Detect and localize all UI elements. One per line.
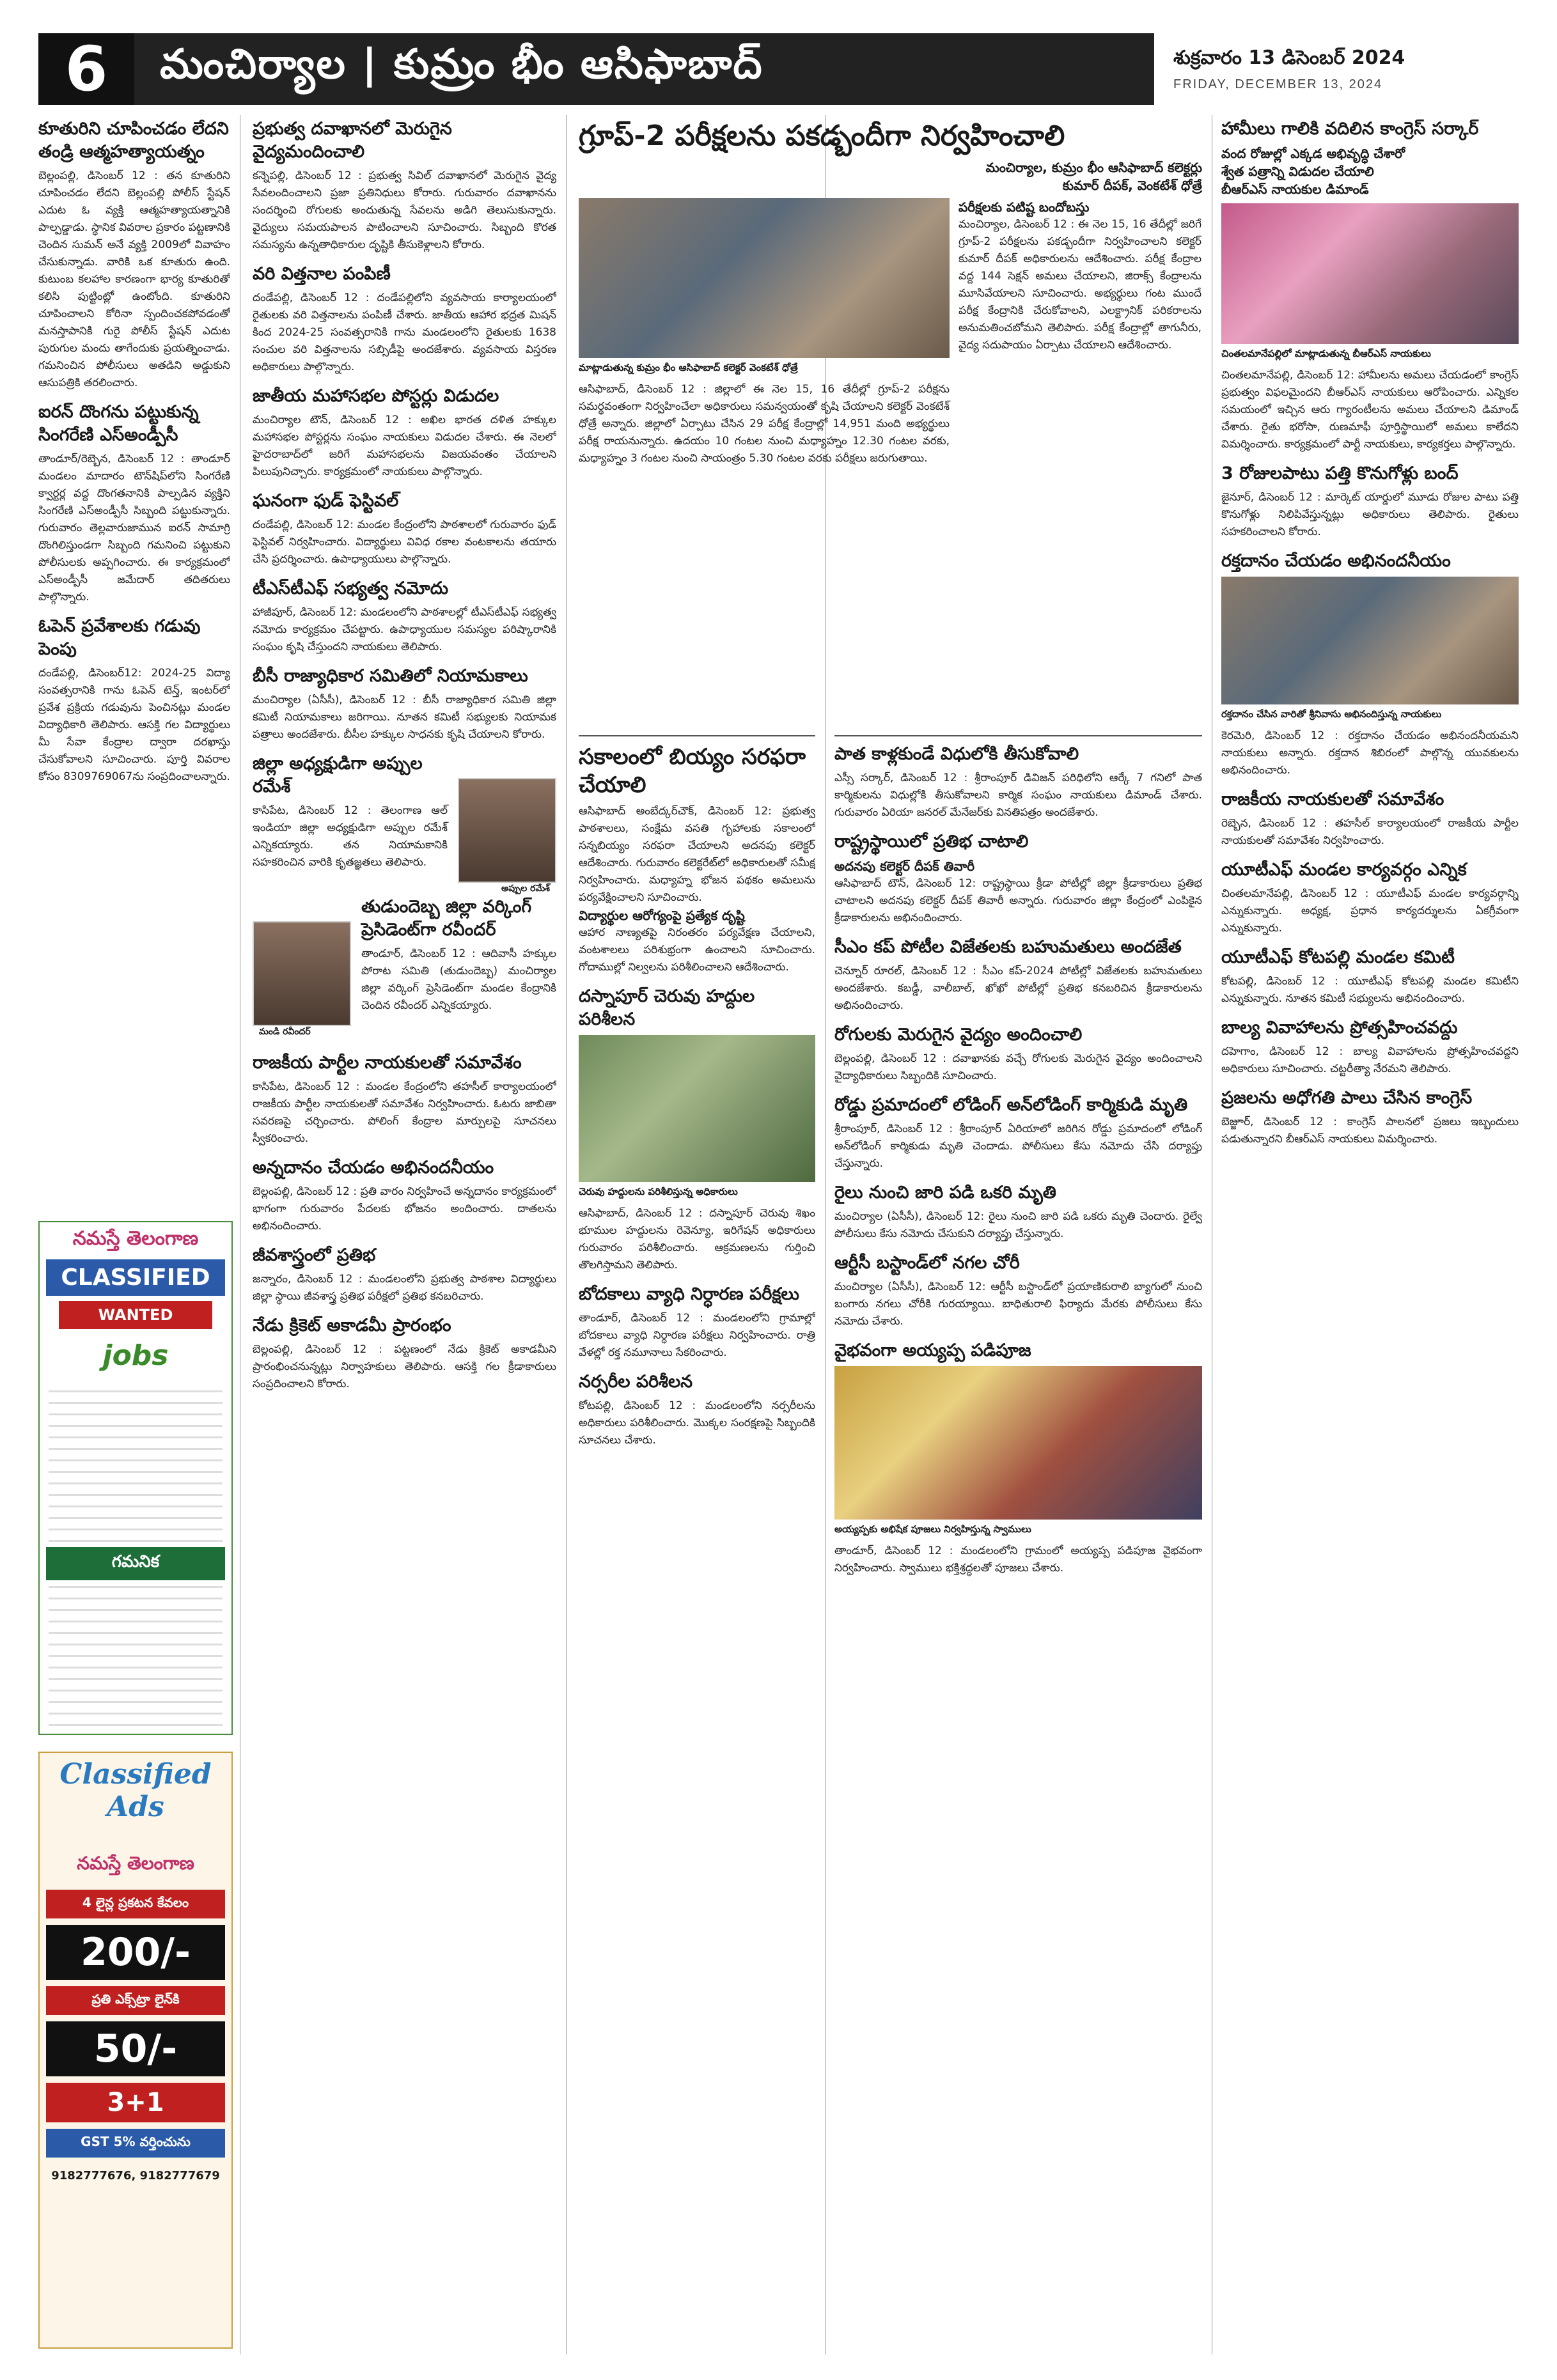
headline: పాత కాళ్లకుండే విధులోకి తీసుకోవాలి xyxy=(834,744,1079,764)
article-body: జైనూర్, డిసెంబర్ 12 : మార్కెట్ యార్డులో మూడు రోజుల పాటు పత్తి కొనుగోళ్లు నిలిపివేస్తున్నట్లు అధికారులు తెలిపారు. రైతులు సహకరించాలని కోరారు. xyxy=(1221,491,1519,538)
article-body: తాండూర్, డిసెంబర్ 12 : మండలంలోని గ్రామాల్లో బోదకాలు వ్యాధి నిర్ధారణ పరీక్షలు నిర్వహించారు. రాత్రి వేళల్లో రక్త నమూనాలు సేకరించారు. xyxy=(579,1312,815,1359)
ad-jobs: jobs xyxy=(102,1339,169,1372)
article xyxy=(1221,859,1519,937)
ad2-title: Classified Ads xyxy=(59,1758,212,1823)
photo-caption: అయ్యప్పకు అభిషేక పూజలు నిర్వహిస్తున్న స్వాములు xyxy=(834,1523,1031,1535)
article-body: కెరమెరి, డిసెంబర్ 12 : రక్తదానం చేయడం అభినందనీయమని నాయకులు అన్నారు. రక్తదాన శిబిరంలో పాల్గొన్న యువకులను అభినందించారు. xyxy=(1221,729,1519,777)
photo-caption: చింతలమానేపల్లిలో మాట్లాడుతున్న బీఆర్ఎస్ నాయకులు xyxy=(1221,348,1431,359)
article-body: చింతలమానేపల్లి, డిసెంబర్ 12: హామీలను అమలు చేయడంలో కాంగ్రెస్ ప్రభుత్వం విఫలమైందని బీఆర్ఎస్ నాయకులు ఆరోపించారు. ఎన్నికల సమయంలో ఇచ్చిన ఆరు గ్యారంటీలను అమలు చేయాలని డిమాండ్ చేశారు. రైతు భరోసా, రుణమాఫీ పూర్తిస్థాయిలో అమలు కాలేదని విమర్శించారు. కార్యక్రమంలో పార్టీ నాయకులు, కార్యకర్తలు పాల్గొన్నారు. xyxy=(1221,369,1519,451)
headline: ఐరన్ దొంగను పట్టుకున్న సింగరేణి ఎస్అండ్పీసీ xyxy=(38,402,199,445)
lead-headline: గ్రూప్-2 పరీక్షలను పకడ్బందీగా నిర్వహించాలి xyxy=(579,120,1065,152)
ad2-line1: 4 లైన్ల ప్రకటన కేవలం xyxy=(46,1890,225,1918)
headline: రోగులకు మెరుగైన వైద్యం అందించాలి xyxy=(834,1025,1083,1045)
date-telugu: శుక్రవారం 13 డిసెంబర్ 2024 xyxy=(1173,46,1405,69)
article-body: బెల్లంపల్లి, డిసెంబర్ 12 : దవాఖానకు వచ్చే రోగులకు మెరుగైన వైద్యం అందించాలని వైద్యాధికారులు సిబ్బందికి సూచించారు. xyxy=(834,1052,1202,1082)
headline: రాజకీయ నాయకులతో సమావేశం xyxy=(1221,789,1444,809)
article xyxy=(38,118,230,392)
headline: రాష్ట్రస్థాయిలో ప్రతిభ చాటాలి xyxy=(834,832,1029,852)
portrait-photo xyxy=(253,921,351,1026)
headline: యూటీఎఫ్ కోటపల్లి మండల కమిటీ xyxy=(1221,947,1455,967)
article xyxy=(253,1244,556,1305)
article-photo xyxy=(1221,577,1519,704)
headline: దస్నాపూర్ చెరువు హద్దుల పరిశీలన xyxy=(579,986,755,1029)
article-photo xyxy=(834,1366,1202,1520)
ad2-brand: నమస్తే తెలంగాణ xyxy=(77,1853,194,1874)
article-body: మంచిర్యాల (ఏసీసీ), డిసెంబర్ 12 : బీసీ రాజ్యాధికార సమితి జిల్లా కమిటీ నియామకాలు జరిగాయి. నూతన కమిటీ సభ్యులకు నియామక పత్రాలు అందజేశారు. బీసీల హక్కుల సాధనకు కృషి చేయాలని కోరారు. xyxy=(253,694,556,741)
ad2-line2: ప్రతి ఎక్స్‌ట్రా లైన్‌కి xyxy=(46,1986,225,2015)
article xyxy=(579,1283,815,1362)
lead-byline-names: కుమార్ దీపక్, వెంకటేశ్ ధోత్రే xyxy=(1062,178,1202,193)
ad2-price2: 50/- xyxy=(46,2021,225,2076)
headline: సీఎం కప్ పోటీల విజేతలకు బహుమతులు అందజేత xyxy=(834,937,1182,957)
headline: వరి విత్తనాల పంపిణీ xyxy=(253,264,391,284)
headline: యూటీఎఫ్ మండల కార్యవర్గం ఎన్నిక xyxy=(1221,860,1467,880)
ad-notice: గమనిక xyxy=(46,1547,225,1580)
headline: జీవశాస్త్రంలో ప్రతిభ xyxy=(253,1245,376,1265)
headline: హామీలు గాలికి వదిలిన కాంగ్రెస్ సర్కార్ xyxy=(1221,119,1479,139)
article-body: మంచిర్యాల టౌన్, డిసెంబర్ 12 : అఖిల భారత దళిత హక్కుల మహాసభల పోస్టర్లను సంఘం నాయకులు విడుదల చేశారు. ఈ నెలలో హైదరాబాద్‌లో జరిగే మహాసభలను విజయవంతం చేయాలని పిలుపునిచ్చారు. కార్యక్రమంలో నాయకులు పాల్గొన్నారు. xyxy=(253,414,556,478)
masthead xyxy=(38,33,1519,105)
article-body: మంచిర్యాల (ఏసీసీ), డిసెంబర్ 12: ఆర్టీసీ బస్టాండ్‌లో ప్రయాణికురాలి బ్యాగులో నుంచి బంగారు నగలు చోరీకి గురయ్యాయి. బాధితురాలి ఫిర్యాదు మేరకు పోలీసులు కేసు నమోదు చేశారు. xyxy=(834,1280,1202,1328)
article xyxy=(1221,946,1519,1007)
lead-byline: మంచిర్యాల, కుమ్రం భీం ఆసిఫాబాద్ కలెక్టర్లు xyxy=(985,160,1202,175)
classified-ad-2 xyxy=(38,1752,233,2349)
article xyxy=(834,936,1202,1015)
article-body: ఆసిఫాబాద్ అంబేద్కర్‌చౌక్, డిసెంబర్ 12: ప్రభుత్వ పాఠశాలలు, సంక్షేమ వసతి గృహాలకు సకాలంలో సన్నబియ్యం సరఫరా చేయాలని అదనపు కలెక్టర్ ఆదేశించారు. గురువారం కలెక్టరేట్‌లో అధికారులతో సమీక్ష నిర్వహించారు. మధ్యాహ్న భోజన పథకం అమలును పర్యవేక్షించాలని సూచించారు. xyxy=(579,805,815,904)
ad-notice-text xyxy=(49,1585,223,1726)
article-body: ఆసిఫాబాద్ టౌన్, డిసెంబర్ 12: రాష్ట్రస్థాయి క్రీడా పోటీల్లో జిల్లా క్రీడాకారులు ప్రతిభ చాటాలని అదనపు కలెక్టర్ దీపక్ తివారీ అన్నారు. గురువారం జిల్లా కేంద్రంలో ఎంపికైన క్రీడాకారులను అభినందించారు. xyxy=(834,877,1202,924)
headline: బోదకాలు వ్యాధి నిర్ధారణ పరీక్షలు xyxy=(579,1284,799,1304)
headline: కూతురిని చూపించడం లేదని తండ్రి ఆత్మహత్యాయత్నం xyxy=(38,119,229,162)
divider xyxy=(834,735,1202,736)
headline: రోడ్డు ప్రమాదంలో లోడింగ్ అన్‌లోడింగ్ కార్మికుడి మృతి xyxy=(834,1095,1188,1115)
article xyxy=(579,985,815,1274)
article xyxy=(1221,1016,1519,1078)
article-body: కోటపల్లి, డిసెంబర్ 12 : యూటీఎఫ్ కోటపల్లి మండల కమిటీని ఎన్నుకున్నారు. నూతన కమిటీ సభ్యులను అభినందించారు. xyxy=(1221,975,1519,1005)
article xyxy=(253,385,556,481)
article xyxy=(1221,462,1519,541)
lead-body-2: మంచిర్యాల, డిసెంబర్ 12 : ఈ నెల 15, 16 తేదీల్లో జరిగే గ్రూప్-2 పరీక్షలను పకడ్బందీగా నిర్వహించాలని కలెక్టర్ కుమార్ దీపక్ అధికారులను ఆదేశించారు. పరీక్ష కేంద్రాల వద్ద 144 సెక్షన్ అమలు చేయాలని, జిరాక్స్ కేంద్రాలను మూసివేయాలని సూచించారు. అభ్యర్థులు గంట ముందే పరీక్ష కేంద్రానికి చేరుకోవాలని, ఎలక్ట్రానిక్ పరికరాలను అనుమతించబోమని తెలిపారు. పరీక్ష కేంద్రాల్లో తాగునీరు, వైద్య సదుపాయం ఏర్పాటు చేయాలని ఆదేశించారు. xyxy=(958,218,1201,352)
article xyxy=(834,1023,1202,1085)
column-2 xyxy=(253,115,556,2354)
article xyxy=(253,1156,556,1235)
article xyxy=(253,1314,556,1393)
headline: టీఎస్‌టీఎఫ్ సభ్యత్వ నమోదు xyxy=(253,579,449,598)
article-body: జన్నారం, డిసెంబర్ 12 : మండలంలోని ప్రభుత్వ పాఠశాల విద్యార్థులు జిల్లా స్థాయి జీవశాస్త్ర ప్రతిభ పరీక్షలో ప్రతిభ కనబరిచారు. xyxy=(253,1273,556,1303)
article xyxy=(1221,118,1519,453)
ad2-gst: GST 5% వర్తించును xyxy=(46,2129,225,2158)
lead-body: ఆసిఫాబాద్, డిసెంబర్ 12 : జిల్లాలో ఈ నెల 15, 16 తేదీల్లో గ్రూప్-2 పరీక్షను సమర్థవంతంగా నిర్వహించేలా అధికారులు సమన్వయంతో కృషి చేయాలని కలెక్టర్ వెంకటేశ్ ధోత్రే అన్నారు. జిల్లాలో ఏర్పాటు చేసిన 29 పరీక్ష కేంద్రాల్లో 14,951 మంది అభ్యర్థులు పరీక్ష రాయనున్నారు. ఉదయం 10 గంటల నుంచి మధ్యాహ్నం 12.30 గంటల వరకు, మధ్యాహ్నం 3 గంటల నుంచి సాయంత్రం 5.30 గంటల వరకు పరీక్షలు జరుగుతాయి. xyxy=(579,383,950,465)
article-body: కోటపల్లి, డిసెంబర్ 12 : మండలంలోని నర్సరీలను అధికారులు పరిశీలించారు. మొక్కల సంరక్షణపై సిబ్బందికి సూచనలు చేశారు. xyxy=(579,1399,815,1447)
portrait-caption: అప్పుల రమేశ్ xyxy=(501,883,550,894)
ad2-phone: 9182777676, 9182777679 xyxy=(51,2169,220,2182)
headline: వైభవంగా అయ్యప్ప పడిపూజ xyxy=(834,1341,1031,1360)
headline: తుడుందెబ్బ జిల్లా వర్కింగ్ ప్రెసిడెంట్‌గా రవీందర్ xyxy=(361,897,532,940)
headline: బీసీ రాజ్యాధికార సమితిలో నియామకాలు xyxy=(253,666,528,686)
article xyxy=(834,830,1202,927)
article-body: తాండూర్, డిసెంబర్ 12 : ఆదివాసీ హక్కుల పోరాట సమితి (తుడుందెబ్బ) మంచిర్యాల జిల్లా వర్కింగ్ ప్రెసిడెంట్‌గా మండల కేంద్రానికి చెందిన రవీందర్ ఎన్నికయ్యారు. xyxy=(361,947,556,1012)
article xyxy=(253,577,556,656)
article xyxy=(1221,788,1519,850)
headline: నేడు క్రికెట్ అకాడమీ ప్రారంభం xyxy=(253,1316,451,1335)
headline: జాతీయ మహాసభల పోస్టర్లు విడుదల xyxy=(253,386,499,406)
article-body: తాండూర్/రెబ్బెన, డిసెంబర్ 12 : తాండూర్ మండలం మాదారం టౌన్‌షిప్‌లోని సింగరేణి క్వార్టర్ల వద్ద దొంగతనానికి పాల్పడిన వ్యక్తిని సింగరేణి ఎస్అండ్పీసీ సిబ్బంది పట్టుకున్నారు. గురువారం తెల్లవారుజామున ఐరన్ సామాగ్రి దొంగిలిస్తుండగా సిబ్బంది గమనించి పట్టుకుని పోలీసులకు అప్పగించారు. ఈ కార్యక్రమంలో ఎస్అండ్పీసీ జమేదార్ తదితరులు పాల్గొన్నారు. xyxy=(38,453,230,603)
article xyxy=(1221,1087,1519,1148)
article xyxy=(579,743,815,976)
article-body: శ్రీరాంపూర్, డిసెంబర్ 12 : శ్రీరాంపూర్ ఏరియాలో జరిగిన రోడ్డు ప్రమాదంలో లోడింగ్ అన్‌లోడింగ్ కార్మికుడు మృతి చెందాడు. పోలీసులు కేసు నమోదు చేసి దర్యాప్తు చేస్తున్నారు. xyxy=(834,1123,1202,1170)
photo-caption: రక్తదానం చేసిన వారితో శ్రీనివాసు అభినందిస్తున్న నాయకులు xyxy=(1221,708,1442,720)
headline: సకాలంలో బియ్యం సరఫరా చేయాలి xyxy=(579,744,806,798)
headline: ప్రజలను అధోగతి పాలు చేసిన కాంగ్రెస్ xyxy=(1221,1088,1473,1108)
divider xyxy=(579,735,815,736)
article-body: దండేపల్లి, డిసెంబర్12: 2024-25 విద్యా సంవత్సరానికి గాను ఓపెన్ టెన్త్, ఇంటర్‌లో ప్రవేశ ప్రక్రియ గడువును పెంచినట్లు మండల విద్యాధికారి తెలిపారు. ఆసక్తి గల విద్యార్థులు మీ సేవా కేంద్రాల ద్వారా దరఖాస్తు చేసుకోవాలని సూచించారు. పూర్తి వివరాల కోసం 8309769067ను సంప్రదించాలన్నారు. xyxy=(38,667,230,783)
article xyxy=(253,752,556,894)
article xyxy=(834,1252,1202,1330)
column-4 xyxy=(834,729,1202,2354)
section-title: మంచిర్యాల | కుమ్రం భీం ఆసిఫాబాద్ xyxy=(134,33,1154,105)
headline: 3 రోజులపాటు పత్తి కొనుగోళ్లు బంద్ xyxy=(1221,463,1459,483)
ad-text-block xyxy=(49,1382,223,1542)
bullet: వంద రోజుల్లో ఎక్కడ అభివృద్ధి చేశారో xyxy=(1221,146,1405,161)
article-body: దండేపల్లి, డిసెంబర్ 12: మండల కేంద్రంలోని పాఠశాలలో గురువారం ఫుడ్ ఫెస్టివల్ నిర్వహించారు. విద్యార్థులు వివిధ రకాల వంటకాలను తయారు చేసి ప్రదర్శించారు. ఉపాధ్యాయులు పాల్గొన్నారు. xyxy=(253,518,556,566)
article xyxy=(253,1052,556,1147)
headline: బాల్య వివాహాలను ప్రోత్సహించవద్దు xyxy=(1221,1018,1458,1038)
headline: రైలు నుంచి జారి పడి ఒకరి మృతి xyxy=(834,1183,1056,1202)
article-body: కాసిపేట, డిసెంబర్ 12 : మండల కేంద్రంలోని తహసీల్ కార్యాలయంలో రాజకీయ పార్టీల నాయకులతో సమావేశం నిర్వహించారు. ఓటరు జాబితా సవరణపై చర్చించారు. పోలింగ్ కేంద్రాల మార్పులపై సూచనలు స్వీకరించారు. xyxy=(253,1080,556,1145)
article-body: రెబ్బెన, డిసెంబర్ 12 : తహసీల్ కార్యాలయంలో రాజకీయ పార్టీల నాయకులతో సమావేశం నిర్వహించారు. xyxy=(1221,817,1519,847)
lead-photo-caption: మాట్లాడుతున్న కుమ్రం భీం ఆసిఫాబాద్ కలెక్టర్ వెంకటేశ్ ధోత్రే xyxy=(579,362,798,373)
article-body: దండేపల్లి, డిసెంబర్ 12 : దండేపల్లిలోని వ్యవసాయ కార్యాలయంలో రైతులకు వరి విత్తనాలను పంపిణీ చేశారు. జాతీయ ఆహార భద్రత మిషన్ కింద 2024-25 సంవత్సరానికి గాను మండలంలోని రైతులకు 1638 సంచుల వరి విత్తనాలను సబ్సిడీపై అందజేశారు. వ్యవసాయ విస్తరణ అధికారులు పాల్గొన్నారు. xyxy=(253,292,556,373)
article-body: బెల్లంపల్లి, డిసెంబర్ 12 : పట్టణంలో నేడు క్రికెట్ అకాడమీని ప్రారంభించనున్నట్లు నిర్వాహకులు తెలిపారు. ఆసక్తి గల క్రీడాకారులు సంప్రదించాలని కోరారు. xyxy=(253,1343,556,1390)
article-body: మంచిర్యాల (ఏసీసీ), డిసెంబర్ 12: రైలు నుంచి జారి పడి ఒకరు మృతి చెందారు. రైల్వే పోలీసులు కేసు నమోదు చేసుకుని దర్యాప్తు చేస్తున్నారు. xyxy=(834,1210,1202,1240)
article xyxy=(834,1094,1202,1172)
ad2-offer: 3+1 xyxy=(46,2083,225,2122)
article-body: దహెగాం, డిసెంబర్ 12 : బాల్య వివాహాలను ప్రోత్సహించవద్దని అధికారులు సూచించారు. చట్టరీత్యా నేరమని తెలిపారు. xyxy=(1221,1045,1519,1075)
article-body: కాసిపేట, డిసెంబర్ 12 : తెలంగాణ ఆల్ ఇండియా జిల్లా అధ్యక్షుడిగా అప్పుల రమేశ్ ఎన్నికయ్యారు. తన నియామకానికి సహకరించిన వారికి కృతజ్ఞతలు తెలిపారు. xyxy=(253,804,448,869)
article-body: చింతలమానేపల్లి, డిసెంబర్ 12 : యూటీఎఫ్ మండల కార్యవర్గాన్ని ఎన్నుకున్నారు. అధ్యక్ష, ప్రధాన కార్యదర్శులను ఏకగ్రీవంగా ఎన్నుకున్నారు. xyxy=(1221,887,1519,935)
page-number: 6 xyxy=(38,33,134,105)
portrait-caption: మండి రవీందర్ xyxy=(259,1027,311,1037)
headline: రక్తదానం చేయడం అభినందనీయం xyxy=(1221,551,1451,571)
article-body: చెన్నూర్ రూరల్, డిసెంబర్ 12 : సీఎం కప్-2024 పోటీల్లో విజేతలకు బహుమతులు అందజేశారు. కబడ్డీ, వాలీబాల్, ఖోఖో పోటీల్లో ప్రతిభ కనబరిచిన క్రీడాకారులను అభినందించారు. xyxy=(834,965,1202,1012)
article xyxy=(253,665,556,743)
article xyxy=(253,490,556,568)
subhead: విద్యార్థుల ఆరోగ్యంపై ప్రత్యేక దృష్టి xyxy=(579,908,745,923)
date-english: FRIDAY, DECEMBER 13, 2024 xyxy=(1173,77,1383,91)
article xyxy=(253,118,556,254)
article-body: ఎస్సీ సర్కార్, డిసెంబర్ 12 : శ్రీరాంపూర్ డివిజన్ పరిధిలోని ఆర్కే 7 గనిలో పాత కార్మికులను విధుల్లోకి తీసుకోవాలని కార్మిక సంఘం నాయకులు డిమాండ్ చేశారు. గురువారం ఏరియా జనరల్ మేనేజర్‌కు వినతిపత్రం అందజేశారు. xyxy=(834,772,1202,819)
ad2-price1: 200/- xyxy=(46,1925,225,1980)
headline: అన్నదానం చేయడం అభినందనీయం xyxy=(253,1158,494,1178)
ad-title: CLASSIFIED xyxy=(46,1259,225,1296)
headline: జిల్లా అధ్యక్షుడిగా అప్పుల రమేశ్ xyxy=(253,754,423,797)
lead-photo xyxy=(579,198,950,358)
article xyxy=(253,896,556,1043)
lead-subhead: పరీక్షలకు పటిష్ట బందోబస్తు xyxy=(958,199,1090,215)
article-body: కన్నెపల్లి, డిసెంబర్ 12 : ప్రభుత్వ సివిల్ దవాఖానలో మెరుగైన వైద్య సేవలందించాలని ప్రజా ప్రతినిధులు కోరారు. గురువారం దవాఖానను సందర్శించి రోగులకు అందుతున్న సేవలను అడిగి తెలుసుకున్నారు. వైద్యులు సమయపాలన పాటించాలని సూచించారు. సిబ్బంది కొరత సమస్యను ఉన్నతాధికారుల దృష్టికి తీసుకెళ్లాలని కోరారు. xyxy=(253,169,556,251)
article-body: బెజ్జూర్, డిసెంబర్ 12 : కాంగ్రెస్ పాలనలో ప్రజలు ఇబ్బందులు పడుతున్నారని బీఆర్ఎస్ నాయకులు విమర్శించారు. xyxy=(1221,1116,1519,1146)
article-body: హాజీపూర్, డిసెంబర్ 12: మండలంలోని పాఠశాలల్లో టీఎస్‌టీఎఫ్ సభ్యత్వ నమోదు కార్యక్రమం చేపట్టారు. ఉపాధ్యాయుల సమస్యల పరిష్కారానికి సంఘం కృషి చేస్తుందని నాయకులు తెలిపారు. xyxy=(253,606,556,653)
headline: ప్రభుత్వ దవాఖానలో మెరుగైన వైద్యమందించాలి xyxy=(253,119,452,162)
column-divider xyxy=(566,115,567,2354)
article-photo xyxy=(1221,203,1519,344)
headline: ఆర్టీసీ బస్టాండ్‌లో నగల చోరీ xyxy=(834,1253,1020,1273)
article xyxy=(1221,550,1519,779)
date-block xyxy=(1154,33,1519,105)
article xyxy=(834,1339,1202,1577)
article-body: తాండూర్, డిసెంబర్ 12 : మండలంలోని గ్రామంలో అయ్యప్ప పడిపూజ వైభవంగా నిర్వహించారు. స్వాములు భక్తిశ్రద్ధలతో పూజలు చేశారు. xyxy=(834,1544,1202,1575)
portrait-photo xyxy=(458,778,556,883)
article-body: ఆహార నాణ్యతపై నిరంతరం పర్యవేక్షణ చేయాలని, వంటశాలలు పరిశుభ్రంగా ఉంచాలని సూచించారు. గోదాముల్లో నిల్వలను పరిశీలించాలని ఆదేశించారు. xyxy=(579,926,815,974)
article xyxy=(38,615,230,786)
ad-wanted: WANTED xyxy=(59,1301,212,1329)
article-photo xyxy=(579,1035,815,1182)
bullet: బీఆర్ఎస్ నాయకుల డిమాండ్ xyxy=(1221,182,1369,197)
ad-brand: నమస్తే తెలంగాణ xyxy=(72,1227,199,1250)
headline: ఘనంగా ఫుడ్ ఫెస్టివల్ xyxy=(253,491,399,511)
bullet: శ్వేత పత్రాన్ని విడుదల చేయాలి xyxy=(1221,164,1374,179)
headline: ఓపెన్ ప్రవేశాలకు గడువు పెంపు xyxy=(38,616,201,659)
article xyxy=(253,263,556,376)
article xyxy=(834,1181,1202,1243)
article-body: బెల్లంపల్లి, డిసెంబర్ 12 : ప్రతి వారం నిర్వహించే అన్నదానం కార్యక్రమంలో భాగంగా గురువారం పేదలకు భోజనం అందించారు. దాతలను అభినందించారు. xyxy=(253,1185,556,1233)
headline: నర్సరీల పరిశీలన xyxy=(579,1372,693,1392)
column-3 xyxy=(579,729,815,2354)
subhead: అదనపు కలెక్టర్ దీపక్ తివారీ xyxy=(834,859,975,874)
article xyxy=(834,743,1202,821)
headline: రాజకీయ పార్టీల నాయకులతో సమావేశం xyxy=(253,1053,522,1073)
column-5 xyxy=(1221,115,1519,2354)
classified-ad-1 xyxy=(38,1221,233,1735)
photo-caption: చెరువు హద్దులను పరిశీలిస్తున్న అధికారులు xyxy=(579,1186,738,1197)
article-body: ఆసిఫాబాద్, డిసెంబర్ 12 : దస్నాపూర్ చెరువు శిఖం భూముల హద్దులను రెవెన్యూ, ఇరిగేషన్ అధికారులు గురువారం పరిశీలించారు. ఆక్రమణలను గుర్తించి తొలగిస్తామని తెలిపారు. xyxy=(579,1207,815,1272)
article xyxy=(579,1371,815,1449)
column-1 xyxy=(38,115,230,1215)
article xyxy=(38,401,230,606)
article-body: బెల్లంపల్లి, డిసెంబర్ 12 : తన కూతురిని చూపించడం లేదని బెల్లంపల్లి పోలీస్ స్టేషన్ ఎదుట ఓ వ్యక్తి ఆత్మహత్యాయత్నానికి పాల్పడ్డాడు. స్థానిక వివరాల ప్రకారం పట్టణానికి చెందిన సుమన్ అనే వ్యక్తి 2009లో వివాహం చేసుకున్నాడు. వారికి ఒక కూతురు ఉంది. కుటుంబ కలహాల కారణంగా భార్య కూతురితో కలిసి పుట్టింట్లో ఉంటోంది. కూతురిని చూపించాలని కోరినా స్పందించకపోవడంతో మనస్తాపానికి గురై పోలీస్ స్టేషన్ ఎదుట పురుగుల మందు తాగేందుకు ప్రయత్నించాడు. గమనించిన పోలీసులు అతడిని అడ్డుకుని ఆసుపత్రికి తరలించారు. xyxy=(38,169,230,389)
lead-story xyxy=(579,115,1202,754)
